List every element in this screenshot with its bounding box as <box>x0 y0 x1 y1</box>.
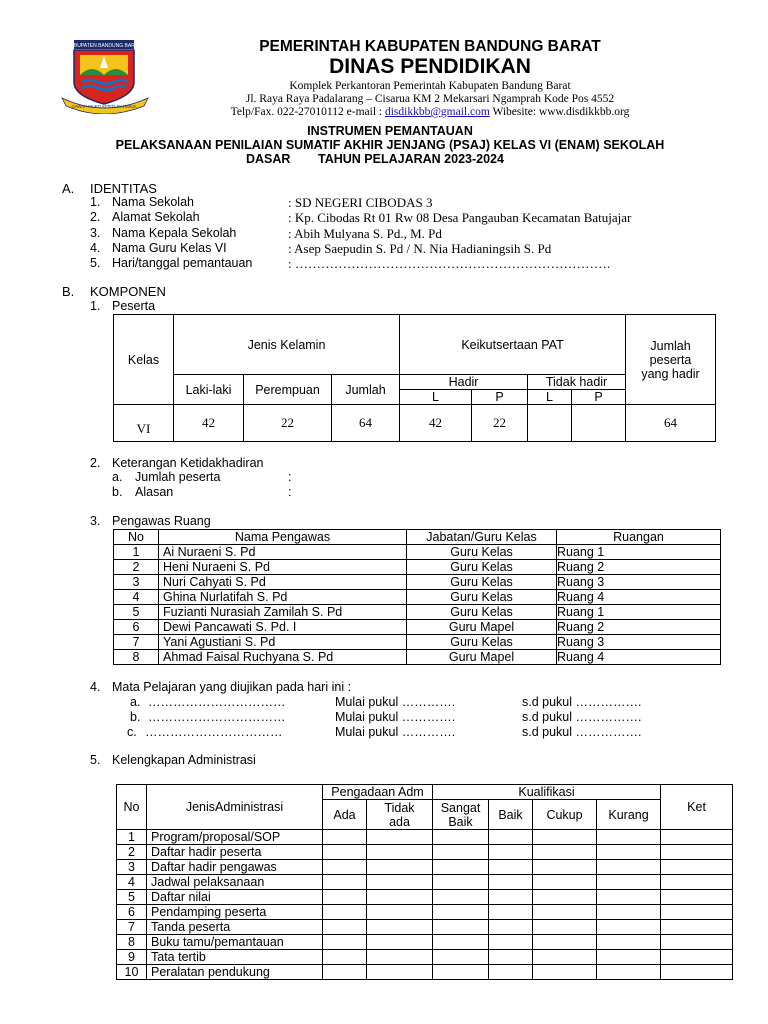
peserta-no: 1. <box>90 299 101 313</box>
cell-ket[interactable] <box>661 950 733 965</box>
identity-no: 3. <box>90 226 101 240</box>
cell-tidak-ada[interactable] <box>367 950 433 965</box>
identity-value: : Asep Saepudin S. Pd / N. Nia Hadianingsih S. Pd <box>288 241 552 256</box>
cell-kurang[interactable] <box>597 890 661 905</box>
header-pengadaan: Pengadaan Adm <box>323 785 433 800</box>
cell-baik[interactable] <box>489 845 533 860</box>
table-row <box>117 905 733 920</box>
cell-tidak-ada[interactable] <box>367 890 433 905</box>
header-jenis: JenisAdministrasi <box>147 785 323 830</box>
cell-sangat-baik[interactable] <box>433 890 489 905</box>
cell-no: 5 <box>114 605 159 620</box>
cell-ruangan: Ruang 2 <box>557 560 721 575</box>
cell-laki: 42 <box>174 405 244 442</box>
cell-ada[interactable] <box>323 890 367 905</box>
header-tidak-hadir: Tidak hadir <box>528 375 626 390</box>
cell-ruangan: Ruang 1 <box>557 545 721 560</box>
alasan-label: Alasan <box>135 485 174 499</box>
cell-jenis: Pendamping peserta <box>147 905 323 920</box>
cell-tidak-ada[interactable] <box>367 905 433 920</box>
header-p: P <box>572 390 626 405</box>
cell-no: 6 <box>117 905 147 920</box>
cell-jabatan: Guru Kelas <box>407 545 557 560</box>
doc-title-3b: TAHUN PELAJARAN 2023-2024 <box>318 152 504 166</box>
header-no: No <box>114 530 159 545</box>
header-jenis-kelamin: Jenis Kelamin <box>174 315 400 375</box>
cell-sangat-baik[interactable] <box>433 905 489 920</box>
cell-ada[interactable] <box>323 920 367 935</box>
cell-jenis: Program/proposal/SOP <box>147 830 323 845</box>
cell-ada[interactable] <box>323 965 367 980</box>
cell-ada[interactable] <box>323 905 367 920</box>
section-b-letter: B. <box>62 284 75 299</box>
cell-ket[interactable] <box>661 860 733 875</box>
cell-jabatan: Guru Kelas <box>407 605 557 620</box>
cell-jabatan: Guru Kelas <box>407 635 557 650</box>
doc-title-1: INSTRUMEN PEMANTAUAN <box>307 124 473 138</box>
cell-perempuan: 22 <box>244 405 332 442</box>
administrasi-label: Kelengkapan Administrasi <box>112 753 256 767</box>
cell-jabatan: Guru Kelas <box>407 575 557 590</box>
doc-title-3a: DASAR <box>246 152 291 166</box>
identity-label: Alamat Sekolah <box>112 210 200 224</box>
cell-ruangan: Ruang 1 <box>557 605 721 620</box>
mapel-dots: …………………………… <box>145 725 283 739</box>
cell-ada[interactable] <box>323 830 367 845</box>
cell-ket[interactable] <box>661 875 733 890</box>
mapel-sd: s.d pukul ……………. <box>522 710 642 724</box>
cell-cukup[interactable] <box>533 935 597 950</box>
header-baik: Baik <box>489 800 533 830</box>
cell-ket[interactable] <box>661 830 733 845</box>
cell-ruangan: Ruang 4 <box>557 590 721 605</box>
table-row <box>117 935 733 950</box>
administrasi-no: 5. <box>90 753 101 767</box>
header-jabatan: Jabatan/Guru Kelas <box>407 530 557 545</box>
cell-baik[interactable] <box>489 965 533 980</box>
cell-ruangan: Ruang 2 <box>557 620 721 635</box>
cell-tidak-ada[interactable] <box>367 860 433 875</box>
cell-ket[interactable] <box>661 845 733 860</box>
cell-no: 2 <box>114 560 159 575</box>
cell-ket[interactable] <box>661 890 733 905</box>
cell-baik[interactable] <box>489 890 533 905</box>
cell-cukup[interactable] <box>533 905 597 920</box>
table-row <box>114 650 721 665</box>
table-row <box>114 590 721 605</box>
table-row <box>114 560 721 575</box>
table-row <box>117 965 733 980</box>
jumlah-peserta-label: Jumlah peserta <box>135 470 221 484</box>
identity-value: : ………………………………………………………………. <box>288 256 611 271</box>
cell-jabatan: Guru Kelas <box>407 590 557 605</box>
cell-cukup[interactable] <box>533 965 597 980</box>
dept-title: DINAS PENDIDIKAN <box>329 55 531 78</box>
identity-no: 2. <box>90 210 101 224</box>
cell-ruangan: Ruang 4 <box>557 650 721 665</box>
header-hadir: Hadir <box>400 375 528 390</box>
address-line-2: Jl. Raya Raya Padalarang – Cisarua KM 2 Mekarsari Ngamprah Kode Pos 4552 <box>245 93 615 105</box>
pengawas-no: 3. <box>90 514 101 528</box>
administrasi-table <box>116 784 733 980</box>
header-keikutsertaan: Keikutsertaan PAT <box>400 315 626 375</box>
cell-ada[interactable] <box>323 845 367 860</box>
cell-jenis: Tanda peserta <box>147 920 323 935</box>
identity-no: 1. <box>90 195 101 209</box>
cell-no: 4 <box>117 875 147 890</box>
mapel-dots: …………………………… <box>148 695 286 709</box>
cell-ket[interactable] <box>661 935 733 950</box>
table-row <box>117 875 733 890</box>
header-ruangan: Ruangan <box>557 530 721 545</box>
kabupaten-logo <box>60 38 150 114</box>
header-tidak-ada: Tidak ada <box>367 800 433 830</box>
mapel-label: Mata Pelajaran yang diujikan pada hari ini : <box>112 680 352 694</box>
ketidakhadiran-label: Keterangan Ketidakhadiran <box>112 456 264 470</box>
cell-tidak-l <box>528 405 572 442</box>
cell-cukup[interactable] <box>533 845 597 860</box>
cell-nama: Yani Agustiani S. Pd <box>159 635 407 650</box>
header-nama: Nama Pengawas <box>159 530 407 545</box>
cell-baik[interactable] <box>489 920 533 935</box>
identity-value: : SD NEGERI CIBODAS 3 <box>288 195 433 210</box>
cell-kurang[interactable] <box>597 920 661 935</box>
table-row <box>117 890 733 905</box>
peserta-label: Peserta <box>112 299 156 313</box>
cell-sangat-baik[interactable] <box>433 845 489 860</box>
contact-prefix: Telp/Fax. 022-27010112 e-mail : <box>230 106 385 118</box>
cell-jenis: Jadwal pelaksanaan <box>147 875 323 890</box>
cell-nama: Dewi Pancawati S. Pd. I <box>159 620 407 635</box>
cell-nama: Heni Nuraeni S. Pd <box>159 560 407 575</box>
mapel-sd: s.d pukul ……………. <box>522 725 642 739</box>
header-cukup: Cukup <box>533 800 597 830</box>
cell-tidak-ada[interactable] <box>367 935 433 950</box>
logo-top-text: KABUPATEN BANDUNG BARAT <box>67 43 141 49</box>
table-row <box>117 845 733 860</box>
logo-motto: GAWAH MUKTI KERTA RAHARJA <box>71 104 137 109</box>
alasan-colon: : <box>288 485 292 499</box>
identity-label: Hari/tanggal pemantauan <box>112 256 253 270</box>
cell-no: 3 <box>114 575 159 590</box>
mapel-mulai: Mulai pukul …………. <box>335 710 456 724</box>
cell-no: 1 <box>117 830 147 845</box>
table-row <box>114 575 721 590</box>
cell-tidak-ada[interactable] <box>367 875 433 890</box>
table-row <box>117 860 733 875</box>
cell-kurang[interactable] <box>597 860 661 875</box>
cell-jabatan: Guru Mapel <box>407 650 557 665</box>
cell-baik[interactable] <box>489 875 533 890</box>
header-kurang: Kurang <box>597 800 661 830</box>
cell-ket[interactable] <box>661 920 733 935</box>
cell-sangat-baik[interactable] <box>433 830 489 845</box>
mapel-letter: c. <box>127 725 137 739</box>
header-ket: Ket <box>661 785 733 830</box>
cell-jabatan: Guru Kelas <box>407 560 557 575</box>
section-a-letter: A. <box>62 181 75 196</box>
cell-ket[interactable] <box>661 965 733 980</box>
identity-no: 4. <box>90 241 101 255</box>
cell-nama: Nuri Cahyati S. Pd <box>159 575 407 590</box>
cell-tidak-ada[interactable] <box>367 845 433 860</box>
table-row <box>117 830 733 845</box>
identity-label: Nama Guru Kelas VI <box>112 241 227 255</box>
cell-jabatan: Guru Mapel <box>407 620 557 635</box>
cell-no: 7 <box>114 635 159 650</box>
table-row <box>114 545 721 560</box>
header-l: L <box>400 390 472 405</box>
cell-jumlah-hadir: 64 <box>626 405 716 442</box>
cell-cukup[interactable] <box>533 920 597 935</box>
header-ada: Ada <box>323 800 367 830</box>
address-line-1: Komplek Perkantoran Pemerintah Kabupaten Bandung Barat <box>289 80 571 92</box>
identity-value: : Abih Mulyana S. Pd., M. Pd <box>288 226 442 241</box>
cell-sangat-baik[interactable] <box>433 950 489 965</box>
cell-no: 9 <box>117 950 147 965</box>
cell-no: 2 <box>117 845 147 860</box>
table-row <box>114 635 721 650</box>
cell-ruangan: Ruang 3 <box>557 575 721 590</box>
header-p: P <box>472 390 528 405</box>
jumlah-peserta-letter: a. <box>112 470 123 484</box>
cell-no: 10 <box>117 965 147 980</box>
cell-jumlah: 64 <box>332 405 400 442</box>
cell-cukup[interactable] <box>533 890 597 905</box>
cell-jenis: Daftar hadir pengawas <box>147 860 323 875</box>
cell-no: 5 <box>117 890 147 905</box>
mapel-mulai: Mulai pukul …………. <box>335 725 456 739</box>
identity-value: : Kp. Cibodas Rt 01 Rw 08 Desa Pangauban Kecamatan Batujajar <box>288 210 632 225</box>
gov-title: PEMERINTAH KABUPATEN BANDUNG BARAT <box>259 38 601 55</box>
mapel-dots: …………………………… <box>148 710 286 724</box>
cell-tidak-ada[interactable] <box>367 830 433 845</box>
cell-kurang[interactable] <box>597 935 661 950</box>
cell-baik[interactable] <box>489 860 533 875</box>
cell-jenis: Tata tertib <box>147 950 323 965</box>
cell-sangat-baik[interactable] <box>433 935 489 950</box>
cell-kurang[interactable] <box>597 830 661 845</box>
cell-baik[interactable] <box>489 830 533 845</box>
cell-kurang[interactable] <box>597 965 661 980</box>
header-perempuan: Perempuan <box>244 375 332 405</box>
mapel-no: 4. <box>90 680 101 694</box>
cell-sangat-baik[interactable] <box>433 965 489 980</box>
cell-cukup[interactable] <box>533 830 597 845</box>
header-l: L <box>528 390 572 405</box>
section-a-title: IDENTITAS <box>90 181 157 196</box>
cell-no: 8 <box>117 935 147 950</box>
doc-title-2: PELAKSANAAN PENILAIAN SUMATIF AKHIR JENJANG (PSAJ) KELAS VI (ENAM) SEKOLAH <box>115 138 665 152</box>
mapel-letter: b. <box>130 710 141 724</box>
cell-kelas: VI <box>114 405 174 442</box>
cell-cukup[interactable] <box>533 950 597 965</box>
cell-baik[interactable] <box>489 950 533 965</box>
alasan-letter: b. <box>112 485 123 499</box>
table-row <box>114 620 721 635</box>
cell-no: 7 <box>117 920 147 935</box>
table-row <box>114 405 716 442</box>
cell-ada[interactable] <box>323 860 367 875</box>
peserta-table <box>113 314 716 442</box>
header-jumlah-hadir: Jumlah peserta yang hadir <box>626 315 716 405</box>
identity-label: Nama Kepala Sekolah <box>112 226 237 240</box>
cell-nama: Ahmad Faisal Ruchyana S. Pd <box>159 650 407 665</box>
cell-sangat-baik[interactable] <box>433 920 489 935</box>
cell-nama: Ai Nuraeni S. Pd <box>159 545 407 560</box>
cell-tidak-ada[interactable] <box>367 920 433 935</box>
header-no: No <box>117 785 147 830</box>
cell-ada[interactable] <box>323 875 367 890</box>
mapel-letter: a. <box>130 695 141 709</box>
ketidakhadiran-no: 2. <box>90 456 101 470</box>
cell-hadir-l: 42 <box>400 405 472 442</box>
cell-kurang[interactable] <box>597 905 661 920</box>
cell-kurang[interactable] <box>597 875 661 890</box>
cell-no: 1 <box>114 545 159 560</box>
cell-cukup[interactable] <box>533 875 597 890</box>
identity-label: Nama Sekolah <box>112 195 194 209</box>
cell-sangat-baik[interactable] <box>433 875 489 890</box>
cell-jenis: Peralatan pendukung <box>147 965 323 980</box>
cell-jenis: Daftar nilai <box>147 890 323 905</box>
contact-website: Wibesite: www.disdikkbb.org <box>489 106 630 118</box>
cell-no: 8 <box>114 650 159 665</box>
contact-line <box>150 106 710 119</box>
mapel-mulai: Mulai pukul …………. <box>335 695 456 709</box>
header-laki: Laki-laki <box>174 375 244 405</box>
email-link[interactable]: disdikkbb@gmail.com <box>384 106 490 118</box>
table-row <box>117 920 733 935</box>
header-kualifikasi: Kualifikasi <box>433 785 661 800</box>
table-row <box>117 950 733 965</box>
cell-cukup[interactable] <box>533 860 597 875</box>
cell-baik[interactable] <box>489 905 533 920</box>
mapel-sd: s.d pukul ……………. <box>522 695 642 709</box>
cell-ada[interactable] <box>323 950 367 965</box>
cell-nama: Ghina Nurlatifah S. Pd <box>159 590 407 605</box>
cell-no: 6 <box>114 620 159 635</box>
header-sangat-baik: Sangat Baik <box>433 800 489 830</box>
cell-baik[interactable] <box>489 935 533 950</box>
pengawas-table <box>113 529 721 665</box>
pengawas-label: Pengawas Ruang <box>112 514 211 528</box>
cell-nama: Fuzianti Nurasiah Zamilah S. Pd <box>159 605 407 620</box>
cell-no: 4 <box>114 590 159 605</box>
cell-kurang[interactable] <box>597 845 661 860</box>
table-row <box>114 605 721 620</box>
jumlah-peserta-colon: : <box>288 470 292 484</box>
cell-ada[interactable] <box>323 935 367 950</box>
cell-tidak-ada[interactable] <box>367 965 433 980</box>
cell-ruangan: Ruang 3 <box>557 635 721 650</box>
cell-sangat-baik[interactable] <box>433 860 489 875</box>
cell-jenis: Daftar hadir peserta <box>147 845 323 860</box>
header-kelas: Kelas <box>114 315 174 405</box>
cell-jenis: Buku tamu/pemantauan <box>147 935 323 950</box>
cell-tidak-p <box>572 405 626 442</box>
header-jumlah: Jumlah <box>332 375 400 405</box>
cell-no: 3 <box>117 860 147 875</box>
cell-ket[interactable] <box>661 905 733 920</box>
identity-no: 5. <box>90 256 101 270</box>
section-b-title: KOMPONEN <box>90 284 166 299</box>
cell-kurang[interactable] <box>597 950 661 965</box>
cell-hadir-p: 22 <box>472 405 528 442</box>
